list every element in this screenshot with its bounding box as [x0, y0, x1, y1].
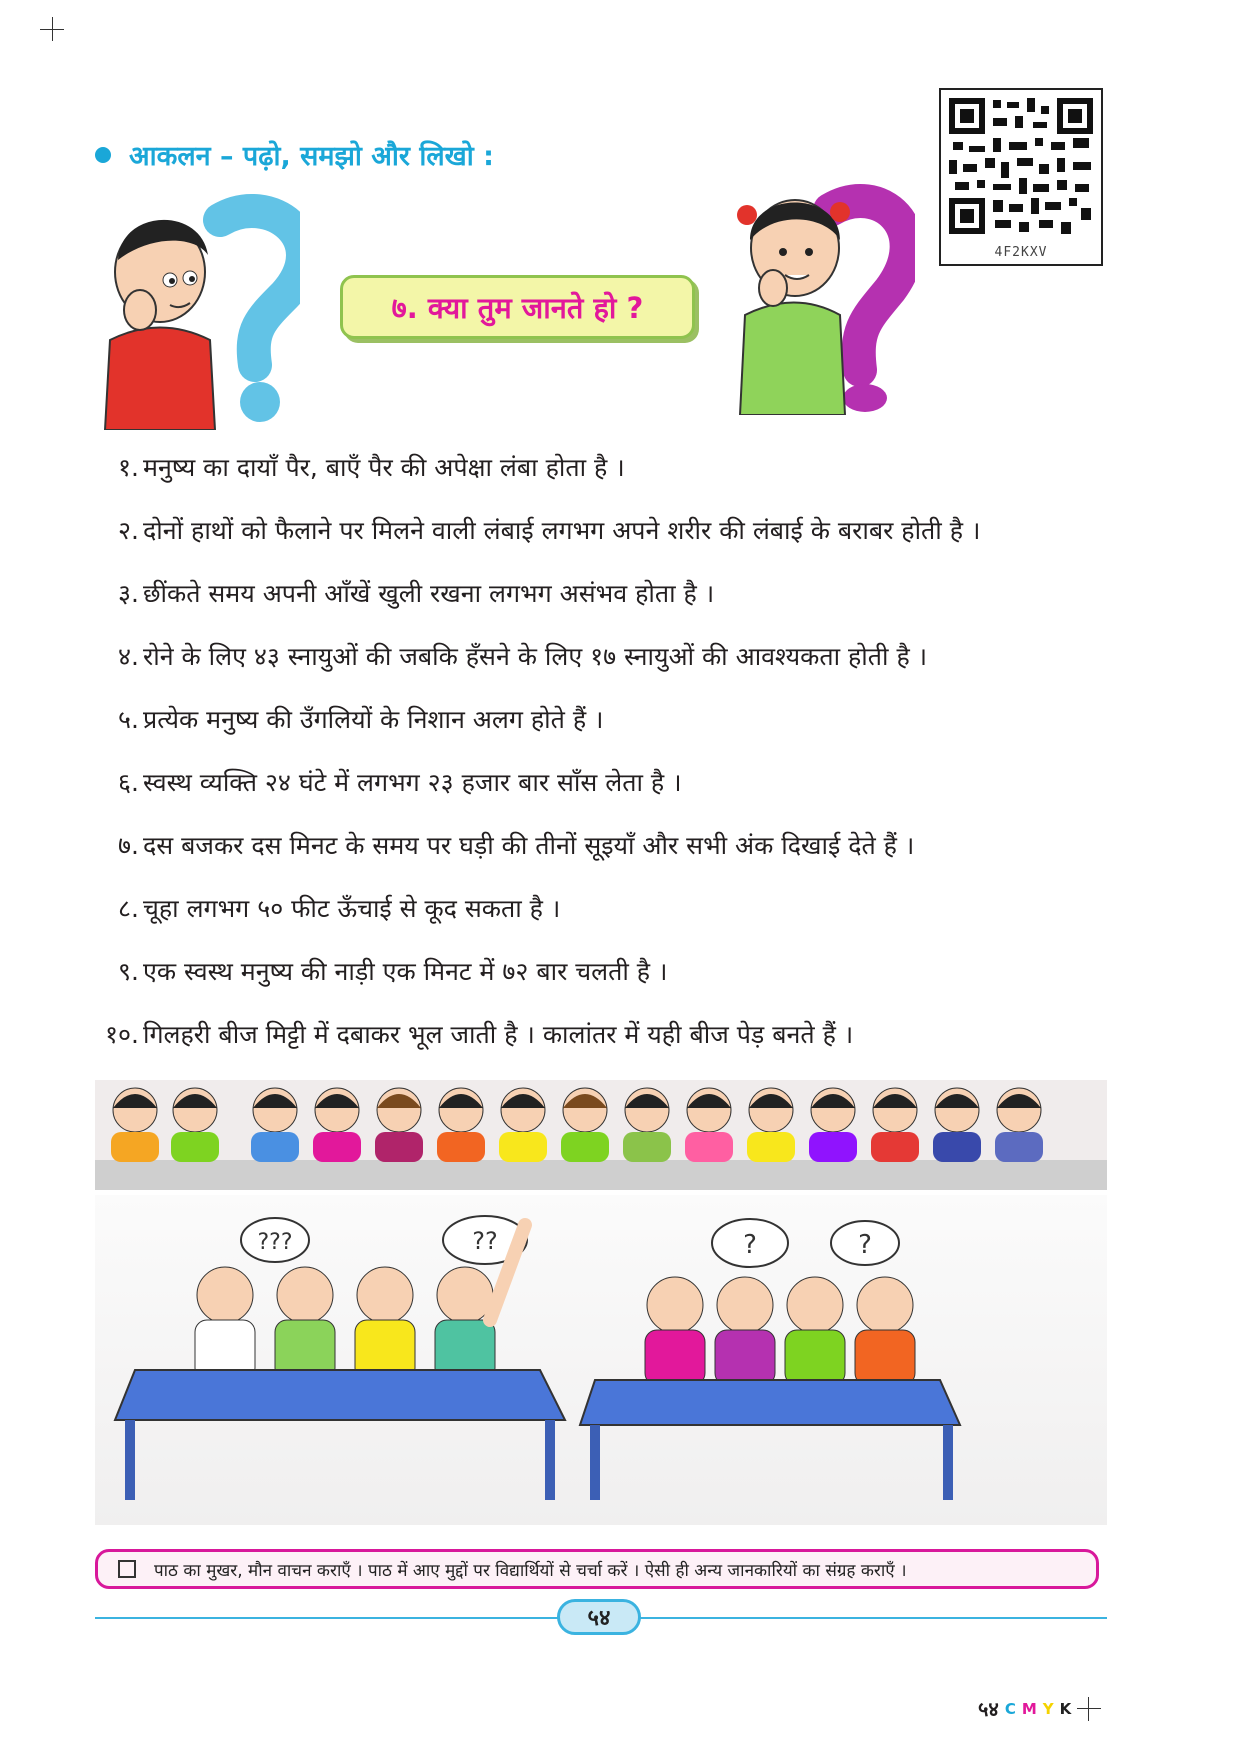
- children-row-drawing: [95, 1080, 1107, 1190]
- cmyk-k: K: [1059, 1699, 1072, 1718]
- cmyk-m: M: [1021, 1699, 1037, 1718]
- crop-mark-bottom-right-v: [1088, 1697, 1089, 1721]
- list-item: १०. गिलहरी बीज मिट्टी में दबाकर भूल जाती है । कालांतर में यही बीज पेड़ बनते हैं ।: [105, 1020, 854, 1049]
- list-item: ७. दस बजकर दस मिनट के समय पर घड़ी की तीनों सूइयाँ और सभी अंक दिखाई देते हैं ।: [118, 831, 915, 860]
- list-item: ९. एक स्वस्थ मनुष्य की नाड़ी एक मिनट में ७२ बार चलती है ।: [118, 957, 668, 986]
- speech-bubble-text: ???: [257, 1230, 293, 1255]
- children-row-illustration: [95, 1080, 1107, 1190]
- list-item: २. दोनों हाथों को फैलाने पर मिलने वाली लंबाई लगभग अपने शरीर की लंबाई के बराबर होती है ।: [118, 516, 981, 545]
- list-item: १. मनुष्य का दायाँ पैर, बाएँ पैर की अपेक्षा लंबा होता है ।: [118, 453, 625, 482]
- checkbox-icon: [118, 1560, 136, 1578]
- child-heads: [111, 1088, 1043, 1162]
- girl-thinking-illustration: [735, 180, 915, 415]
- qr-code-pattern: [949, 98, 1093, 238]
- cmyk-y: Y: [1042, 1699, 1054, 1718]
- classroom-illustration: [95, 1195, 1107, 1525]
- crop-mark-bottom-right-h: [1077, 1708, 1101, 1709]
- speech-bubble-text: ??: [472, 1227, 498, 1255]
- qr-code[interactable]: [939, 88, 1103, 266]
- teacher-note-text: पाठ का मुखर, मौन वाचन कराएँ । पाठ में आए मुद्दों पर विद्यार्थियों से चर्चा करें । ऐसी ही अन्य जानकारियों का संग्रह कराएँ ।: [154, 1560, 907, 1581]
- section-heading: [95, 136, 494, 173]
- speech-bubble-text: ?: [858, 1230, 872, 1260]
- crop-mark-bottom-right: [1077, 1697, 1101, 1721]
- lesson-title-box: [340, 275, 695, 339]
- teacher-note: [95, 1549, 1099, 1589]
- lesson-title: ७. क्या तुम जानते हो ?: [391, 290, 644, 325]
- page-number-text: ५४: [587, 1606, 611, 1631]
- print-footer: [978, 1695, 1101, 1722]
- list-item: ६. स्वस्थ व्यक्ति २४ घंटे में लगभग २३ हजार बार साँस लेता है ।: [118, 768, 682, 797]
- classroom-drawing: [95, 1195, 1107, 1525]
- list-item: ३. छींकते समय अपनी आँखें खुली रखना लगभग असंभव होता है ।: [118, 579, 715, 608]
- facts-list: [95, 448, 1115, 1078]
- speech-bubble-text: ?: [743, 1230, 757, 1260]
- qr-code-label: 4F2KXV: [994, 245, 1048, 260]
- boy-thinking-illustration: [100, 190, 300, 430]
- crop-mark-top-left-v: [52, 17, 53, 41]
- list-item: ४. रोने के लिए ४३ स्नायुओं की जबकि हँसने के लिए १७ स्नायुओं की आवश्यकता होती है ।: [118, 642, 928, 671]
- cmyk-c: C: [1004, 1699, 1016, 1718]
- list-item: ५. प्रत्येक मनुष्य की उँगलियों के निशान अलग होते हैं ।: [118, 705, 604, 734]
- page-number: [557, 1599, 641, 1635]
- list-item: ८. चूहा लगभग ५० फीट ऊँचाई से कूद सकता है ।: [118, 894, 561, 923]
- footer-page: ५४: [978, 1697, 999, 1721]
- section-heading-text: आकलन – पढ़ो, समझो और लिखो :: [129, 141, 494, 172]
- bullet-icon: [95, 147, 111, 163]
